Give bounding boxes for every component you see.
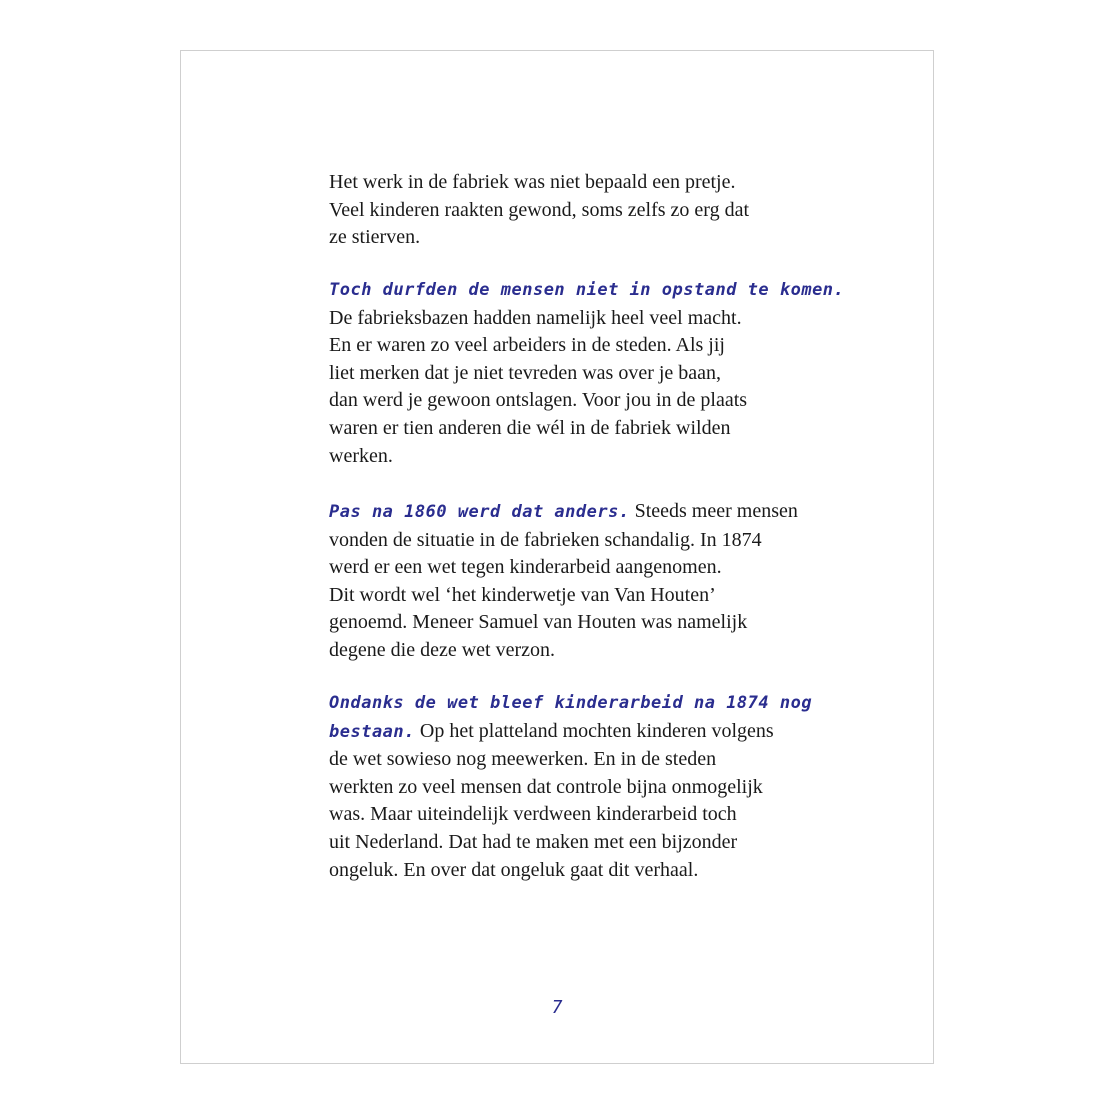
text-line: ze stierven.: [329, 226, 421, 249]
paragraph-3: [329, 498, 799, 665]
text-fragment: Op het platteland mochten kinderen volgens: [414, 719, 774, 742]
paragraph-1: [329, 169, 799, 252]
handwritten-highlight: Toch durfden de mensen niet in opstand te komen.: [329, 280, 845, 300]
text-line: En er waren zo veel arbeiders in de steden. Als jij: [329, 334, 725, 357]
text-line: uit Nederland. Dat had te maken met een bijzonder: [329, 830, 738, 853]
text-line: vonden de situatie in de fabrieken schandalig. In 1874: [329, 528, 762, 551]
paragraph-2: [329, 277, 845, 470]
text-line: Veel kinderen raakten gewond, soms zelfs zo erg dat: [329, 198, 750, 221]
text-line: werd er een wet tegen kinderarbeid aangenomen.: [329, 556, 722, 579]
text-line: dan werd je gewoon ontslagen. Voor jou in de plaats: [329, 389, 748, 412]
text-line: genoemd. Meneer Samuel van Houten was namelijk: [329, 611, 748, 634]
mixed-line: [329, 718, 799, 747]
handwritten-highlight: Ondanks de wet bleef kinderarbeid na 1874 nog: [329, 693, 813, 713]
mixed-line: [329, 498, 799, 527]
page-number: 7: [551, 997, 563, 1018]
text-line: was. Maar uiteindelijk verdween kinderarbeid toch: [329, 803, 737, 826]
text-line: werkten zo veel mensen dat controle bijna onmogelijk: [329, 775, 763, 798]
text-line: degene die deze wet verzon.: [329, 638, 555, 661]
text-line: werken.: [329, 444, 393, 467]
handwritten-highlight: bestaan.: [329, 721, 415, 742]
text-line: ongeluk. En over dat ongeluk gaat dit verhaal.: [329, 858, 699, 881]
text-fragment: Steeds meer mensen: [629, 500, 798, 522]
paragraph-4: [329, 690, 813, 884]
text-line: Het werk in de fabriek was niet bepaald een pretje.: [329, 171, 736, 193]
text-line: Dit wordt wel ‘het kinderwetje van Van Houten’: [329, 583, 716, 606]
text-line: liet merken dat je niet tevreden was over je baan,: [329, 361, 722, 384]
book-page: [180, 50, 934, 1064]
text-line: de wet sowieso nog meewerken. En in de steden: [329, 748, 717, 771]
text-line: De fabrieksbazen hadden namelijk heel veel macht.: [329, 306, 742, 329]
text-line: waren er tien anderen die wél in de fabriek wilden: [329, 416, 731, 439]
handwritten-highlight: Pas na 1860 werd dat anders.: [329, 502, 630, 522]
